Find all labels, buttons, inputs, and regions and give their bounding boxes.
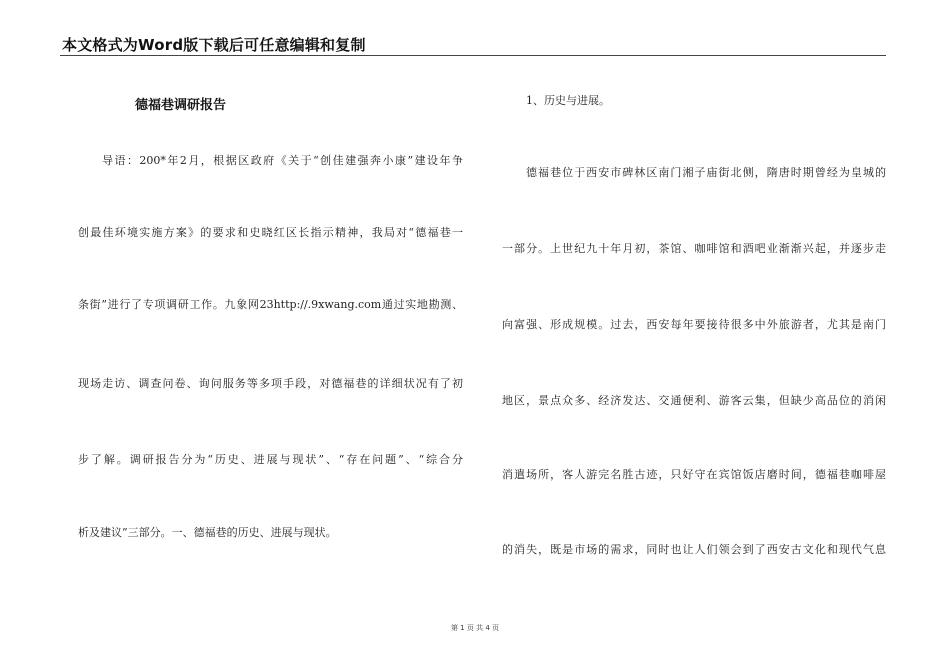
paragraph-line: 现场走访、调查问卷、询问服务等多项手段，对德福巷的详细状况有了初 [78,377,463,390]
section-heading: 1、历史与进展。 [526,94,610,107]
edit-notice-banner: 本文格式为Word版下载后可任意编辑和复制 [62,36,366,54]
document-title: 德福巷调研报告 [135,98,227,113]
paragraph-line: 步了解。调研报告分为“历史、进展与现状”、“存在问题”、“综合分 [78,453,463,466]
header-divider [60,55,886,56]
paragraph-line: 条街”进行了专项调研工作。九象网23http://.9xwang.com通过实地勘测、 [78,298,463,311]
paragraph-line: 的消失，既是市场的需求，同时也让人们领会到了西安古文化和现代气息 [502,543,886,556]
page-number-indicator: 第 1 页 共 4 页 [450,624,500,632]
paragraph-line: 德福巷位于西安市碑林区南门湘子庙街北侧，隋唐时期曾经为皇城的 [526,166,886,179]
paragraph-line: 导语：200*年2月，根据区政府《关于“创佳建强奔小康”建设年争 [102,154,463,167]
paragraph-line: 一部分。上世纪九十年月初，茶馆、咖啡馆和酒吧业渐渐兴起，并逐步走 [502,242,886,255]
paragraph-line: 消遣场所，客人游完名胜古迹，只好守在宾馆饭店磨时间，德福巷咖啡屋 [502,468,886,481]
paragraph-line: 析及建议”三部分。一、德福巷的历史、进展与现状。 [78,526,337,539]
paragraph-line: 创最佳环境实施方案》的要求和史晓红区长指示精神，我局对“德福巷一 [78,226,463,239]
paragraph-line: 地区，景点众多、经济发达、交通便利、游客云集，但缺少高品位的消闲 [502,394,886,407]
paragraph-line: 向富强、形成规模。过去，西安每年要接待很多中外旅游者，尤其是南门 [502,318,886,331]
